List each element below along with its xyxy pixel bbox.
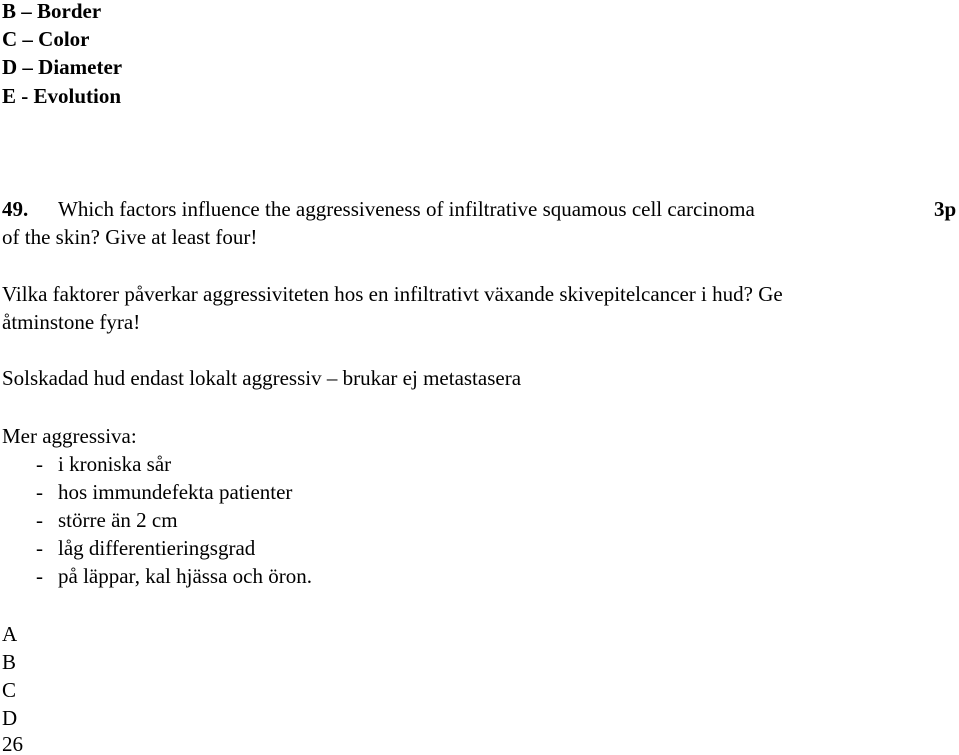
abcde-item-d: D – Diameter [2,55,123,79]
page-number: 26 [2,732,23,755]
list-item [36,450,171,478]
letter-a: A [2,622,18,646]
abcde-item-c: C – Color [2,27,90,51]
answer-list-heading: Mer aggressiva: [2,424,137,448]
letter-b: B [2,650,17,674]
bullet-dash: - [36,480,43,504]
letter-c: C [2,678,17,702]
letter-d: D [2,706,18,730]
question-number: 49. [2,197,29,221]
question-text-line1: Which factors influence the aggressiveness of infiltrative squamous cell carcinoma [58,197,755,221]
list-item [36,478,292,506]
question-text-line2: of the skin? Give at least four! [2,225,258,249]
bullet-dash: - [36,564,43,588]
list-item-text: hos immundefekta patienter [58,480,293,504]
question-points: 3p [934,197,957,221]
list-item-text: på läppar, kal hjässa och öron. [58,564,312,588]
bullet-dash: - [36,536,43,560]
list-item [36,506,178,534]
list-item [36,562,312,590]
list-item-text: större än 2 cm [58,508,178,532]
question-swedish-line2: åtminstone fyra! [2,310,141,334]
bullet-dash: - [36,452,43,476]
answer-intro: Solskadad hud endast lokalt aggressiv – brukar ej metastasera [2,366,522,390]
question-swedish-line1: Vilka faktorer påverkar aggressiviteten hos en infiltrativt växande skivepitelcancer i hud? Ge [2,282,783,306]
abcde-item-b: B – Border [2,0,102,23]
list-item-text: låg differentieringsgrad [58,536,256,560]
abcde-item-e: E - Evolution [2,84,122,108]
list-item-text: i kroniska sår [58,452,172,476]
list-item [36,534,255,562]
bullet-dash: - [36,508,43,532]
